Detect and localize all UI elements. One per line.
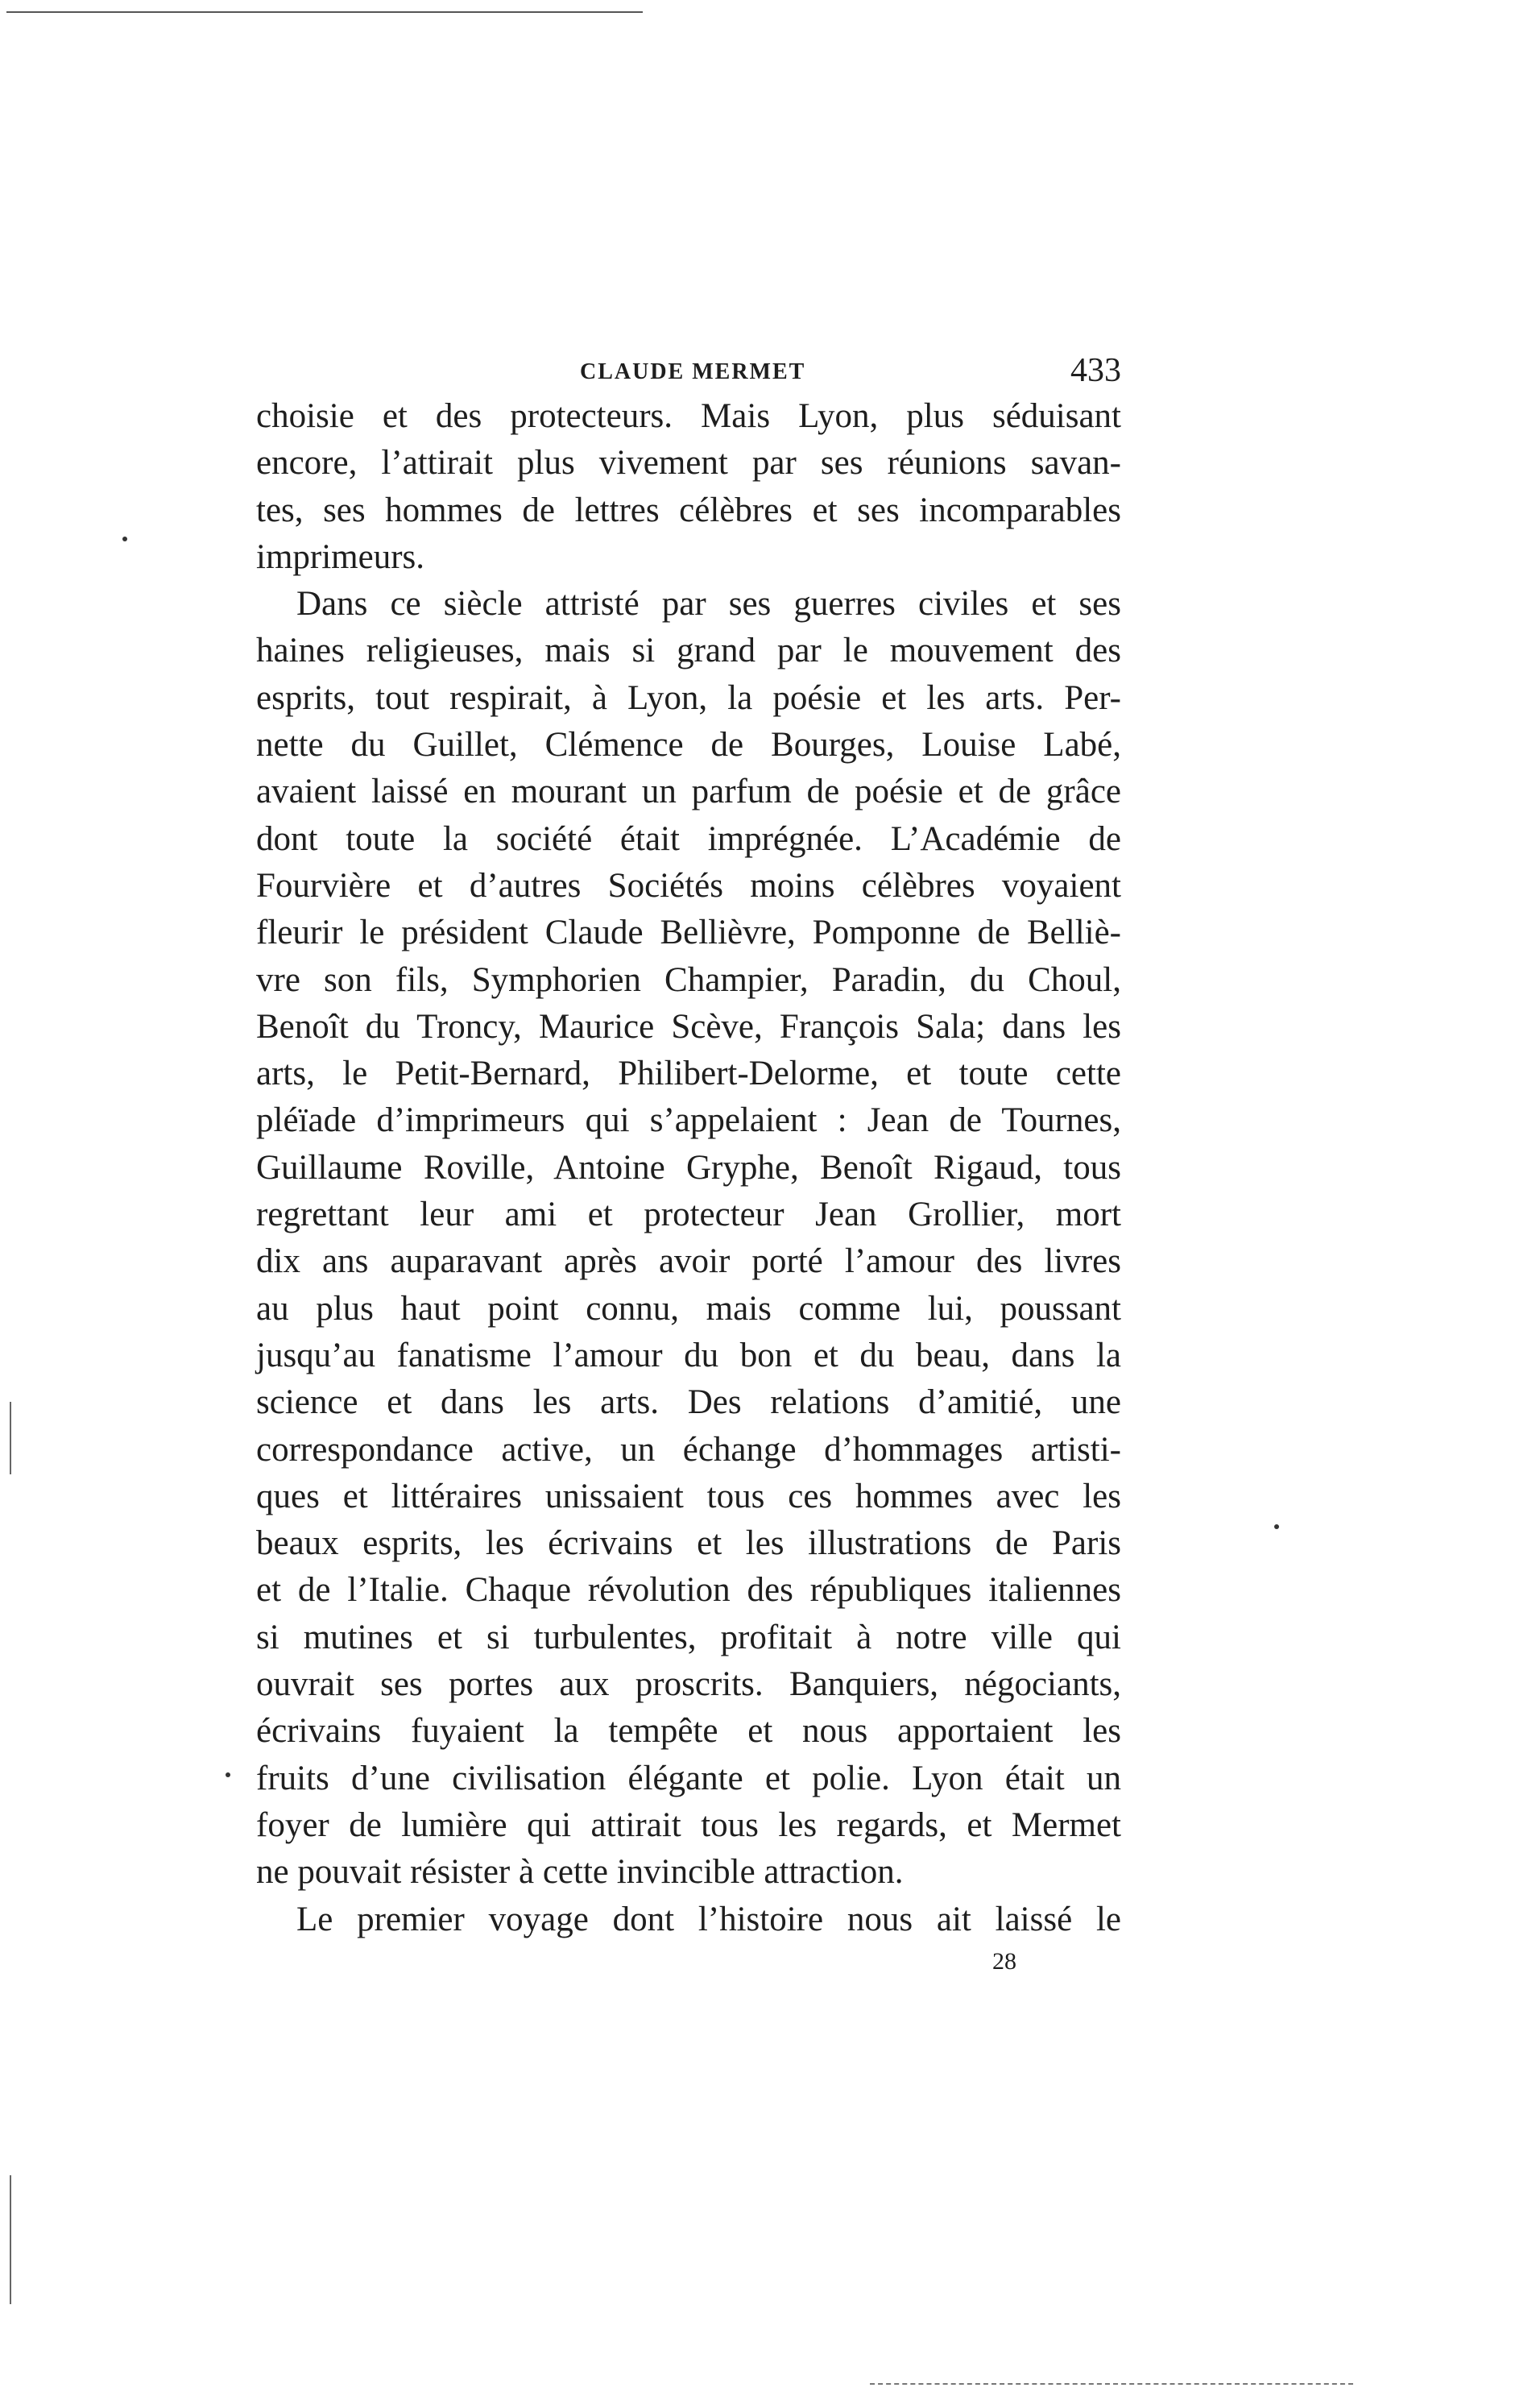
text-line: imprimeurs. (256, 537, 424, 576)
text-line: pléïade d’imprimeurs qui s’appelaient : Jean de Tournes, (256, 1101, 1121, 1140)
text-line: science et dans les arts. Des relations d’amitié, une (256, 1383, 1121, 1422)
speck-mark (1274, 1524, 1279, 1529)
page-number: 433 (1070, 352, 1121, 389)
text-line: haines religieuses, mais si grand par le mouvement des (256, 632, 1121, 670)
text-line: Guillaume Roville, Antoine Gryphe, Benoît Rigaud, tous (256, 1148, 1121, 1187)
text-line: Benoît du Troncy, Maurice Scève, François Sala; dans les (256, 1007, 1121, 1046)
speck-mark (122, 537, 127, 541)
text-line: dix ans auparavant après avoir porté l’amour des livres (256, 1242, 1121, 1281)
text-line: et de l’Italie. Chaque révolution des républiques italiennes (256, 1571, 1121, 1610)
body-text (256, 393, 1121, 1943)
text-line: ouvrait ses portes aux proscrits. Banquiers, négociants, (256, 1665, 1121, 1704)
text-line: beaux esprits, les écrivains et les illustrations de Paris (256, 1524, 1121, 1563)
text-line: Le premier voyage dont l’histoire nous ait laissé le (296, 1900, 1121, 1938)
text-line: arts, le Petit-Bernard, Philibert-Delorme, et toute cette (256, 1055, 1121, 1093)
text-line: regrettant leur ami et protecteur Jean Grollier, mort (256, 1196, 1121, 1234)
page-header (256, 351, 1121, 400)
speck-mark (226, 1772, 230, 1777)
text-line: correspondance active, un échange d’hommages artisti- (256, 1430, 1121, 1469)
text-line: si mutines et si turbulentes, profitait à notre ville qui (256, 1618, 1121, 1656)
text-line: fruits d’une civilisation élégante et polie. Lyon était un (256, 1759, 1121, 1797)
scan-edge-mark-left (10, 2175, 11, 2304)
text-line: écrivains fuyaient la tempête et nous apportaient les (256, 1712, 1121, 1751)
text-line: jusqu’au fanatisme l’amour du bon et du beau, dans la (256, 1336, 1121, 1374)
text-line: vre son fils, Symphorien Champier, Paradin, du Choul, (256, 960, 1121, 999)
text-line: encore, l’attirait plus vivement par ses réunions savan- (256, 444, 1121, 483)
text-line: esprits, tout respirait, à Lyon, la poésie et les arts. Per- (256, 678, 1121, 717)
text-line: dont toute la société était imprégnée. L’Académie de (256, 819, 1121, 858)
scan-edge-mark-left (10, 1402, 11, 1474)
text-line: foyer de lumière qui attirait tous les regards, et Mermet (256, 1805, 1121, 1844)
text-line: ne pouvait résister à cette invincible attraction. (256, 1853, 904, 1892)
running-head: CLAUDE MERMET (580, 359, 806, 384)
text-line: Dans ce siècle attristé par ses guerres civiles et ses (296, 585, 1121, 624)
scan-edge-line-bottom (870, 2383, 1353, 2385)
scan-edge-line-top (6, 11, 643, 13)
text-line: ques et littéraires unissaient tous ces hommes avec les (256, 1477, 1121, 1515)
text-line: choisie et des protecteurs. Mais Lyon, plus séduisant (256, 397, 1121, 435)
text-line: nette du Guillet, Clémence de Bourges, Louise Labé, (256, 726, 1121, 765)
text-line: Fourvière et d’autres Sociétés moins célèbres voyaient (256, 866, 1121, 905)
signature-mark: 28 (992, 1948, 1016, 1975)
text-line: fleurir le président Claude Bellièvre, Pomponne de Belliè- (256, 914, 1121, 952)
text-line: au plus haut point connu, mais comme lui, poussant (256, 1289, 1121, 1328)
text-line: tes, ses hommes de lettres célèbres et ses incomparables (256, 491, 1121, 529)
text-line: avaient laissé en mourant un parfum de poésie et de grâce (256, 773, 1121, 811)
